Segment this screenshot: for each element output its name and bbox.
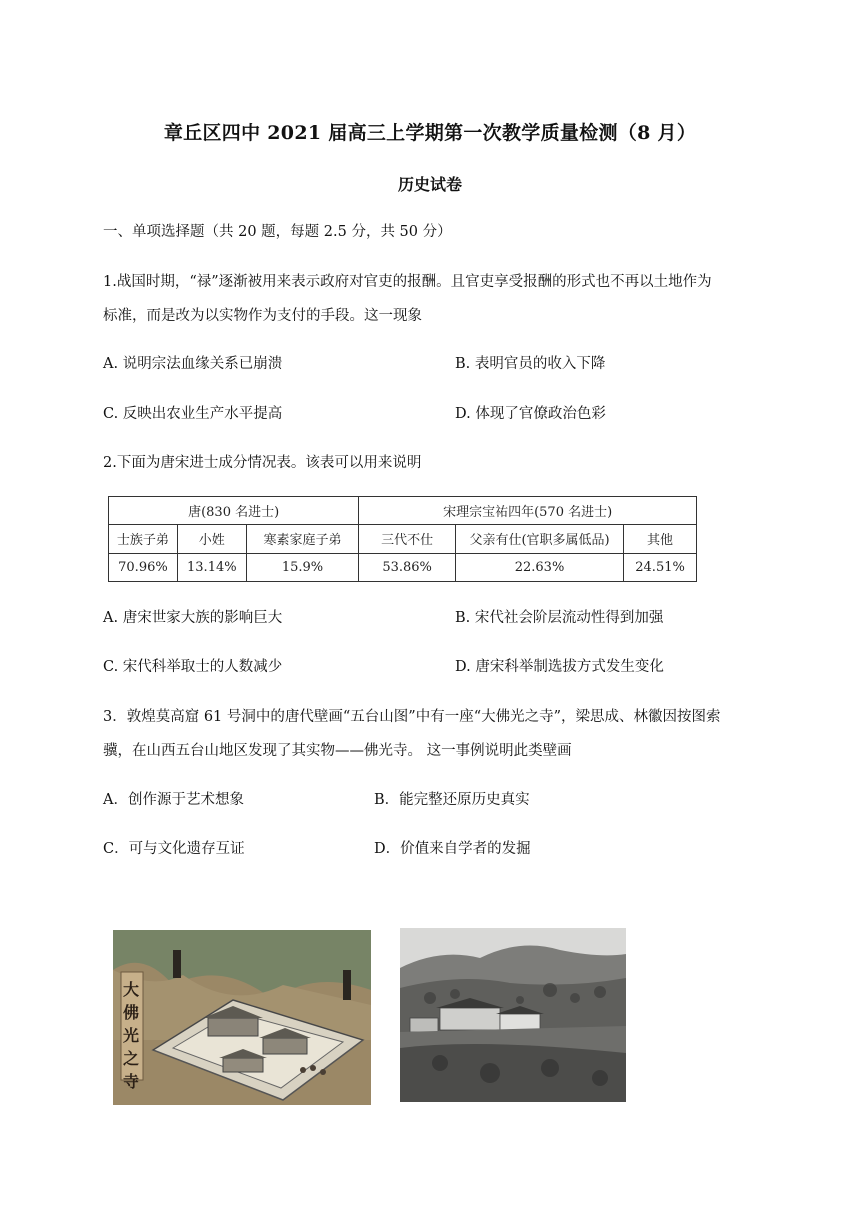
mural-inscription: 大佛光之寺 xyxy=(123,980,140,1091)
q1-stem-line1: 1.战国时期，“禄”逐渐被用来表示政府对官吏的报酬。且官吏享受报酬的形式也不再以土地作为 xyxy=(103,274,712,290)
table-header: 小姓 xyxy=(177,525,246,553)
page-subtitle: 历史试卷 xyxy=(397,175,462,194)
jinshi-composition-table xyxy=(108,496,697,582)
q3-option-d: D．价值来自学者的发掘 xyxy=(374,841,531,857)
q3-stem-line1: 3．敦煌莫高窟 61 号洞中的唐代壁画“五台山图”中有一座“大佛光之寺”，梁思成、林徽因按图索 xyxy=(103,709,721,725)
table-header: 其他 xyxy=(624,525,697,553)
q2-option-d: D. 唐宋科举制选拔方式发生变化 xyxy=(455,659,664,675)
table-cell: 22.63% xyxy=(455,553,623,581)
table-cell: 13.14% xyxy=(177,553,246,581)
q1-option-b: B. 表明官员的收入下降 xyxy=(455,356,606,372)
q1-option-c: C. 反映出农业生产水平提高 xyxy=(103,406,283,422)
q1-option-a: A. 说明宗法血缘关系已崩溃 xyxy=(103,356,283,372)
q3-option-a: A．创作源于艺术想象 xyxy=(103,792,244,808)
page-title: 章丘区四中 2021 届高三上学期第一次教学质量检测（8 月） xyxy=(163,122,697,144)
table-group-song: 宋理宗宝祐四年(570 名进士) xyxy=(359,497,697,525)
q2-option-c: C. 宋代科举取士的人数减少 xyxy=(103,659,283,675)
q1-stem-line2: 标准，而是改为以实物作为支付的手段。这一现象 xyxy=(103,308,422,324)
table-group-tang: 唐(830 名进士) xyxy=(109,497,359,525)
table-header: 父亲有仕(官职多属低品) xyxy=(455,525,623,553)
q3-stem-line2: 骥，在山西五台山地区发现了其实物——佛光寺。 这一事例说明此类壁画 xyxy=(103,743,572,759)
wutaishan-mural-image xyxy=(113,930,371,1105)
q3-option-b: B．能完整还原历史真实 xyxy=(374,792,530,808)
table-cell: 70.96% xyxy=(109,553,178,581)
q2-option-a: A. 唐宋世家大族的影响巨大 xyxy=(103,610,283,626)
q2-stem: 2.下面为唐宋进士成分情况表。该表可以用来说明 xyxy=(103,455,422,471)
foguang-temple-photo xyxy=(400,928,626,1102)
q2-option-b: B. 宋代社会阶层流动性得到加强 xyxy=(455,610,664,626)
q1-option-d: D. 体现了官僚政治色彩 xyxy=(455,406,606,422)
table-header: 士族子弟 xyxy=(109,525,178,553)
table-header: 寒素家庭子弟 xyxy=(246,525,359,553)
table-cell: 15.9% xyxy=(246,553,359,581)
table-header: 三代不仕 xyxy=(359,525,456,553)
section-heading: 一、单项选择题（共 20 题，每题 2.5 分，共 50 分） xyxy=(103,224,452,240)
q3-option-c: C．可与文化遗存互证 xyxy=(103,841,245,857)
table-cell: 53.86% xyxy=(359,553,456,581)
table-cell: 24.51% xyxy=(624,553,697,581)
